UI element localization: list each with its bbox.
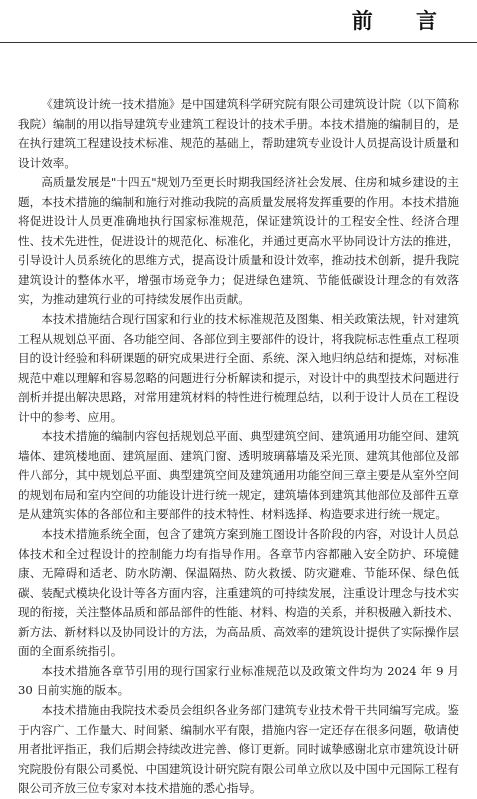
heading-rule (0, 42, 477, 43)
paragraph-standards-date: 本技术措施各章节引用的现行国家行业标准规范以及政策文件均为 2024 年 9 月 30 日前实施的版本。 (18, 663, 459, 698)
paragraph-significance: 高质量发展是"十四五"规划乃至更长时期我国经济社会发展、住房和城乡建设的主题，本技术措施的编制和施行对推动我院的高质量发展将发挥重要的作用。本技术措施将促进设计人员更准确地执行国家标准规范，保证建筑设计的工程安全性、经济合理性、技术先进性，促进设计的规范化、标准化，并通过更高水平协同设计方法的推进，引导设计人员系统化的思维方式，提高设计质量和设计效率，推动技术创新，提升我院建筑设计的整体水平，增强市场竞争力；促进绿色建筑、节能低碳设计理念的有效落实，为推动建筑行业的可持续发展作出贡献。 (18, 175, 459, 307)
preface-heading: 前 言 (351, 9, 455, 33)
paragraph-scope: 本技术措施系统全面，包含了建筑方案到施工图设计各阶段的内容，对设计人员总体技术和全过程设计的控制能力均有指导作用。各章节内容都融入安全防护、环境健康、无障碍和适老、防水防潮、保温隔热、防火救援、防灾避难、节能环保、绿色低碳、装配式模块化设计等各方面内容，注重建筑的可持续发展，注重设计理念与技术实现的衔接，关注整体品质和部品部件的性能、材料、构造的关系，并积极融入新技术、新方法、新材料以及协同设计的方法，为高品质、高效率的建筑设计提供了实际操作层面的全面系统指引。 (18, 527, 459, 659)
preface-body (18, 95, 459, 799)
paragraph-methodology: 本技术措施结合现行国家和行业的技术标准规范及图集、相关政策法规，针对建筑工程从规划总平面、各功能空间、各部位到主要部件的设计，将我院标志性重点工程项目的设计经验和科研课题的研究成果进行全面、系统、深入地归纳总结和提炼，对标准规范中难以理解和容易忽略的问题进行分析解读和提示，对设计中的典型技术问题进行剖析并提出解决思路，对常用建筑材料的特性进行梳理总结，以利于设计人员在工程设计中的参考、应用。 (18, 312, 459, 424)
paragraph-acknowledgements: 本技术措施由我院技术委员会组织各业务部门建筑专业技术骨干共同编写完成。鉴于内容广、工作量大、时间紧、编制水平有限，措施内容一定还存在很多问题，敬请使用者批评指正，我们后期会持续改进完善、修订更新。同时诚挚感谢北京市建筑设计研究院股份有限公司奚悦、中国建筑设计研究院有限公司单立欣以及中国中元国际工程有限公司齐放三位专家对本技术措施的悉心指导。 (18, 702, 459, 796)
paragraph-purpose: 《建筑设计统一技术措施》是中国建筑科学研究院有限公司建筑设计院（以下简称我院）编制的用以指导建筑专业建筑工程设计的技术手册。本技术措施的编制目的，是在执行建筑工程建设技术标准、规范的基础上，帮助建筑专业设计人员提高设计质量和设计效率。 (18, 97, 459, 170)
paragraph-contents: 本技术措施的编制内容包括规划总平面、典型建筑空间、建筑通用功能空间、建筑墙体、建筑楼地面、建筑屋面、建筑门窗、透明玻璃幕墙及采光顶、建筑其他部位及部件八部分，其中规划总平面、典型建筑空间及建筑通用功能空间三章主要是从室外空间的规划布局和室内空间的功能设计进行统一规定，建筑墙体到建筑其他部位及部件五章是从建筑实体的各部位和主要部件的技术特性、材料选择、构造要求进行统一规定。 (18, 429, 459, 522)
